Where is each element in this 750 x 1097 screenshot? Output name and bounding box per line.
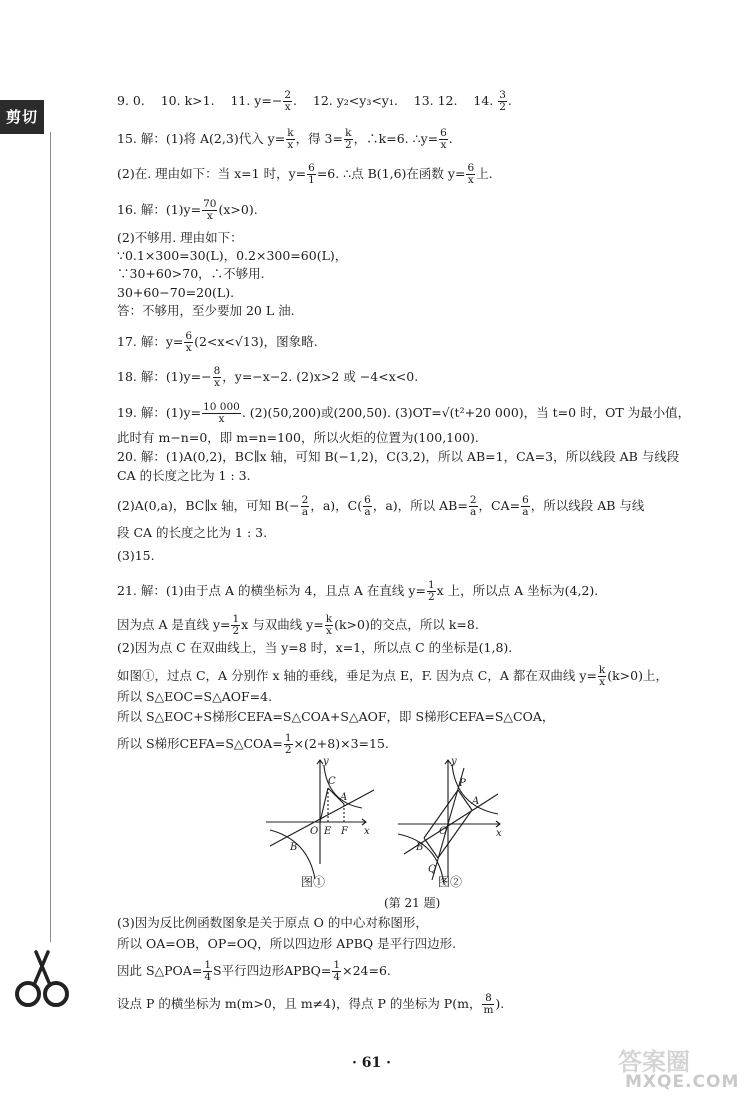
fraction-denominator: a bbox=[364, 506, 371, 518]
fraction bbox=[301, 495, 310, 518]
answer-text: 段 CA 的长度之比为 1 : 3. bbox=[117, 525, 268, 540]
fig2-label-o: O bbox=[439, 826, 448, 837]
fig1-label-c: C bbox=[328, 776, 336, 787]
fraction-denominator: x bbox=[325, 625, 332, 637]
fraction-numerator: 2 bbox=[284, 89, 291, 101]
answer-text: (k>0)的交点，所以 k=8. bbox=[334, 617, 479, 632]
figure-21 bbox=[258, 754, 518, 894]
fraction-numerator: 8 bbox=[482, 993, 494, 1005]
answer-line bbox=[117, 90, 512, 113]
scissors-icon bbox=[8, 950, 88, 1010]
fraction-denominator: 2 bbox=[427, 591, 435, 603]
fig2-label-y: y bbox=[451, 756, 457, 767]
fraction-denominator: x bbox=[599, 676, 605, 688]
answer-text: S平行四边形APBQ= bbox=[213, 963, 332, 978]
fraction-numerator: 8 bbox=[213, 365, 221, 377]
answer-text: (x>0). bbox=[218, 202, 258, 217]
answer-text: (2)因为点 C 在双曲线上，当 y=8 时，x=1，所以点 C 的坐标是(1,8). bbox=[117, 640, 513, 655]
fraction-numerator: k bbox=[287, 127, 294, 139]
answer-text: (3)15. bbox=[117, 548, 155, 563]
answer-text: 上. bbox=[476, 166, 493, 181]
fraction-denominator: x bbox=[440, 139, 447, 151]
answer-line bbox=[117, 448, 679, 466]
fraction bbox=[284, 733, 293, 756]
answer-line bbox=[117, 128, 453, 151]
fraction-denominator: x bbox=[287, 139, 294, 151]
figure-21-title: (第 21 题) bbox=[384, 896, 441, 910]
answer-text: 15. 解：(1)将 A(2,3)代入 y= bbox=[117, 131, 286, 146]
answer-text: ，a)，所以 AB= bbox=[372, 498, 468, 513]
fraction-numerator: 1 bbox=[427, 579, 435, 591]
answer-text: =6. ∴点 B(1,6)在函数 y= bbox=[316, 166, 466, 181]
fraction-numerator: 70 bbox=[203, 198, 217, 210]
fraction bbox=[482, 993, 494, 1016]
fraction bbox=[231, 614, 240, 637]
fig1-label-x: x bbox=[364, 826, 370, 837]
fraction-denominator: 2 bbox=[499, 101, 506, 113]
answer-line bbox=[117, 993, 504, 1016]
fraction-numerator: 6 bbox=[308, 162, 315, 174]
fraction bbox=[307, 163, 316, 186]
fig2-label-a: A bbox=[472, 796, 480, 807]
fraction-numerator: k bbox=[345, 127, 352, 139]
answer-text: 18. 解：(1)y=− bbox=[117, 369, 212, 384]
answer-text: (3)因为反比例函数图象是关于原点 O 的中心对称图形， bbox=[117, 915, 428, 930]
answer-line bbox=[117, 284, 234, 302]
answer-text: (2)不够用. 理由如下： bbox=[117, 230, 243, 245]
fraction-denominator: x bbox=[284, 101, 291, 113]
answer-text: . 12. y₂<y₃<y₁. 13. 12. 14. bbox=[293, 93, 498, 108]
answer-line bbox=[117, 265, 265, 283]
answer-line bbox=[117, 665, 668, 688]
answer-line bbox=[117, 229, 243, 247]
answer-text: 此时有 m−n=0，即 m=n=100，所以火炬的位置为(100,100). bbox=[117, 430, 479, 445]
answer-text: . bbox=[507, 93, 512, 108]
answer-text: ，y=−x−2. (2)x>2 或 −4<x<0. bbox=[222, 369, 419, 384]
fraction bbox=[184, 331, 193, 354]
answer-line bbox=[117, 935, 456, 953]
fraction-denominator: x bbox=[185, 342, 192, 354]
fraction-numerator: 1 bbox=[232, 613, 240, 625]
answer-line bbox=[117, 495, 644, 518]
fraction-denominator: x bbox=[467, 174, 474, 186]
watermark-url: MXQE.COM bbox=[625, 1072, 740, 1092]
fraction bbox=[521, 495, 530, 518]
answer-text: 答：不够用，至少要加 20 L 油. bbox=[117, 303, 295, 318]
answer-text: ，CA= bbox=[478, 498, 521, 513]
fraction-denominator: a bbox=[522, 506, 529, 518]
answer-line bbox=[117, 467, 251, 485]
fraction-numerator: 3 bbox=[499, 89, 506, 101]
fig1-label-y: y bbox=[323, 756, 329, 767]
answer-line bbox=[117, 524, 267, 542]
fraction-denominator: 2 bbox=[344, 139, 352, 151]
fraction-denominator: 1 bbox=[308, 174, 315, 186]
fig1-label-b: B bbox=[290, 842, 298, 853]
answer-text: ×24=6. bbox=[342, 963, 391, 978]
fraction-denominator: 4 bbox=[333, 971, 341, 983]
answer-text: 所以 S梯形CEFA=S△COA= bbox=[117, 736, 283, 751]
fraction bbox=[598, 665, 606, 688]
answer-text: (2<x<√13)，图象略. bbox=[194, 334, 318, 349]
answer-line bbox=[117, 402, 690, 425]
answer-line bbox=[117, 331, 318, 354]
answer-text: 19. 解：(1)y= bbox=[117, 405, 202, 420]
watermark-cn: 答案圈 bbox=[618, 1048, 690, 1076]
cut-line-tab: 剪切线 bbox=[0, 100, 44, 134]
answer-line bbox=[117, 708, 554, 726]
answer-text: ，∴k=6. ∴y= bbox=[353, 131, 439, 146]
answer-text: 20. 解：(1)A(0,2)，BC∥x 轴，可知 B(−1,2)，C(3,2)，所以 AB=1，CA=3，所以线段 AB 与线段 bbox=[117, 449, 680, 464]
fraction bbox=[202, 199, 217, 222]
fraction-denominator: a bbox=[301, 506, 309, 518]
fraction-denominator: 2 bbox=[284, 744, 292, 756]
answer-line bbox=[117, 302, 295, 320]
answer-line bbox=[117, 429, 479, 447]
fraction-numerator: 2 bbox=[469, 494, 477, 506]
answer-text: ). bbox=[495, 996, 505, 1011]
answer-line bbox=[117, 688, 272, 706]
answer-text: ，得 3= bbox=[295, 131, 343, 146]
fig1-hyperbola-branch-2 bbox=[270, 830, 315, 879]
fig2-label-q: Q bbox=[428, 864, 437, 875]
answer-line bbox=[117, 163, 493, 186]
answer-text: 如图①，过点 C，A 分别作 x 轴的垂线，垂足为点 E，F. 因为点 C，A 都在双曲线 y= bbox=[117, 668, 597, 683]
answer-line bbox=[117, 580, 598, 603]
answer-text: 设点 P 的横坐标为 m(m>0，且 m≠4)，得点 P 的坐标为 P(m， bbox=[117, 996, 482, 1011]
fig1-label-a: A bbox=[340, 792, 348, 803]
fraction-numerator: 6 bbox=[185, 330, 193, 342]
fig2-label-p: P bbox=[459, 778, 466, 789]
fraction-denominator: 2 bbox=[232, 625, 240, 637]
fraction-denominator: a bbox=[470, 506, 477, 518]
fraction bbox=[466, 163, 475, 186]
answer-text: 所以 OA=OB，OP=OQ，所以四边形 APBQ 是平行四边形. bbox=[117, 936, 457, 951]
fraction bbox=[286, 128, 294, 151]
fraction-numerator: 2 bbox=[301, 494, 309, 506]
fig1-label-e: E bbox=[324, 826, 332, 837]
answer-text: 21. 解：(1)由于点 A 的横坐标为 4，且点 A 在直线 y= bbox=[117, 583, 426, 598]
answer-text: ×(2+8)×3=15. bbox=[293, 736, 389, 751]
fraction bbox=[427, 580, 436, 603]
answer-text: x 上，所以点 A 坐标为(4,2). bbox=[436, 583, 599, 598]
fig2-label-x: x bbox=[496, 828, 502, 839]
fraction-numerator: 6 bbox=[440, 127, 447, 139]
answer-text: 所以 S△EOC+S梯形CEFA=S△COA+S△AOF，即 S梯形CEFA=S△COA， bbox=[117, 709, 555, 724]
answer-line bbox=[117, 960, 391, 983]
fraction-numerator: 1 bbox=[204, 959, 211, 971]
fraction-numerator: 1 bbox=[284, 732, 292, 744]
answer-line bbox=[117, 733, 389, 756]
answer-line bbox=[117, 547, 155, 565]
fraction-numerator: 10 000 bbox=[203, 401, 240, 413]
answer-text: ，a)，C( bbox=[310, 498, 363, 513]
fraction-denominator: 4 bbox=[204, 971, 211, 983]
fraction-numerator: 6 bbox=[522, 494, 529, 506]
answer-text: 17. 解：y= bbox=[117, 334, 184, 349]
fraction bbox=[213, 366, 222, 389]
answer-text: ∵0.1×300=30(L)，0.2×300=60(L)， bbox=[117, 248, 348, 263]
fraction bbox=[498, 90, 507, 113]
answer-line bbox=[117, 247, 347, 265]
fraction-numerator: k bbox=[598, 664, 606, 676]
answer-text: ∵30+60>70，∴不够用. bbox=[117, 266, 265, 281]
answer-line bbox=[117, 366, 418, 389]
answer-line bbox=[117, 914, 428, 932]
fraction-denominator: x bbox=[218, 413, 225, 425]
answer-text: 因为点 A 是直线 y= bbox=[117, 617, 231, 632]
fig1-caption: 图① bbox=[301, 875, 326, 889]
answer-text: (k>0)上， bbox=[607, 668, 668, 683]
answer-text: ，所以线段 AB 与线 bbox=[530, 498, 645, 513]
fraction bbox=[439, 128, 448, 151]
fraction-numerator: 1 bbox=[333, 959, 341, 971]
fraction bbox=[283, 90, 292, 113]
answer-text: (2)在. 理由如下：当 x=1 时，y= bbox=[117, 166, 307, 181]
fraction bbox=[203, 960, 212, 983]
answer-text: 30+60−70=20(L). bbox=[117, 285, 235, 300]
fraction bbox=[325, 614, 333, 637]
answer-text: 因此 S△POA= bbox=[117, 963, 203, 978]
fraction bbox=[344, 128, 353, 151]
answer-line bbox=[117, 639, 512, 657]
fraction bbox=[469, 495, 478, 518]
answer-text: . bbox=[448, 131, 453, 146]
answer-text: 9. 0. 10. k>1. 11. y=− bbox=[117, 93, 283, 108]
fig2-segment-pa bbox=[458, 790, 472, 810]
answer-text: 16. 解：(1)y= bbox=[117, 202, 202, 217]
answer-text: (2)A(0,a)，BC∥x 轴，可知 B(− bbox=[117, 498, 300, 513]
fraction bbox=[332, 960, 341, 983]
figure-2-graph bbox=[398, 760, 500, 884]
fraction-denominator: x bbox=[206, 210, 213, 222]
figure-1-graph bbox=[266, 760, 374, 879]
answer-text: x 与双曲线 y= bbox=[241, 617, 324, 632]
fig2-segment-bq bbox=[424, 838, 438, 858]
fraction bbox=[363, 495, 372, 518]
fig1-label-o: O bbox=[310, 826, 319, 837]
answer-text: CA 的长度之比为 1 : 3. bbox=[117, 468, 251, 483]
answer-text: . (2)(50,200)或(200,50). (3)OT=√(t²+20 000)，当 t=0 时，OT 为最小值， bbox=[241, 405, 691, 420]
cut-line bbox=[50, 132, 51, 942]
fraction-numerator: k bbox=[325, 613, 333, 625]
page-number: · 61 · bbox=[352, 1055, 391, 1071]
answer-text: 所以 S△EOC=S△AOF=4. bbox=[117, 689, 273, 704]
answer-line bbox=[117, 614, 479, 637]
fig2-caption: 图② bbox=[438, 875, 463, 889]
fig1-line-y-half-x bbox=[270, 790, 374, 846]
fraction-denominator: m bbox=[483, 1004, 494, 1016]
fraction-numerator: 6 bbox=[467, 162, 475, 174]
fraction bbox=[202, 402, 241, 425]
answer-line bbox=[117, 199, 258, 222]
fraction-denominator: x bbox=[213, 377, 220, 389]
fig1-label-f: F bbox=[341, 826, 348, 837]
fraction-numerator: 6 bbox=[364, 494, 371, 506]
fig2-label-b: B bbox=[416, 842, 424, 853]
